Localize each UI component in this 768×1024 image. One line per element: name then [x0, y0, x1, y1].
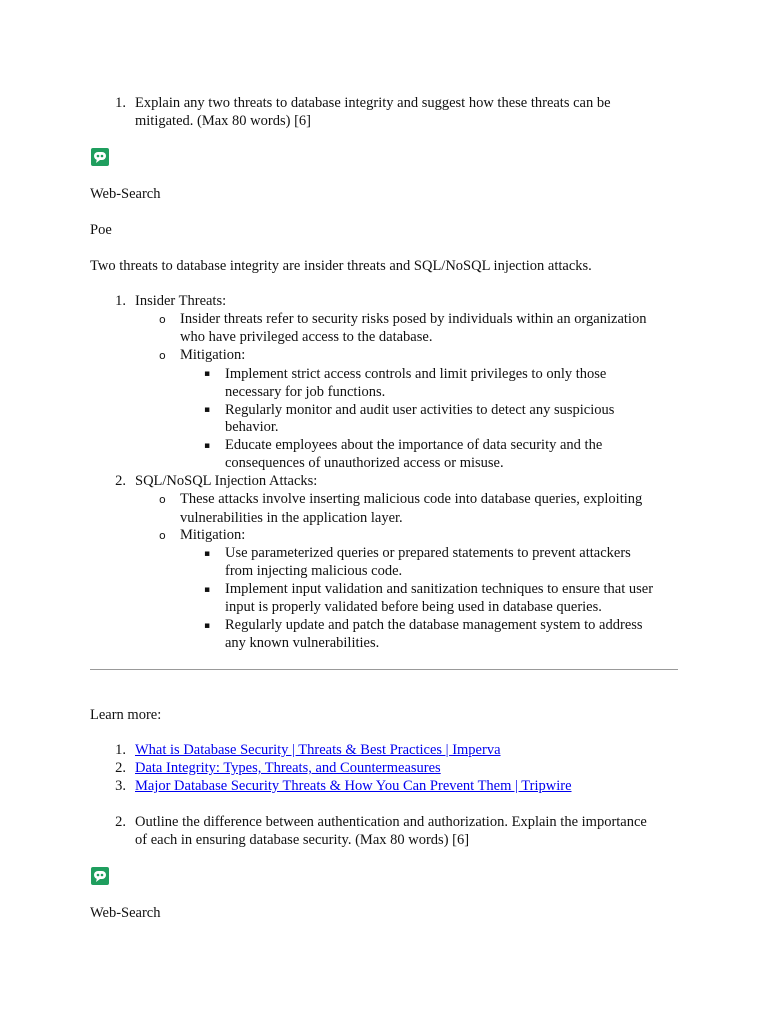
question-2-line-1: Outline the difference between authentication and authorization. Explain the importance: [135, 814, 647, 830]
circle-bullet: o: [159, 313, 166, 326]
threat-1-title: Insider Threats:: [135, 293, 227, 309]
threat-2-mitigation-3-line-1: Regularly update and patch the database management system to address: [225, 617, 643, 633]
threat-1-desc-line-2: who have privileged access to the database.: [180, 329, 433, 345]
threat-2-mitigation-3-line-2: any known vulnerabilities.: [225, 635, 380, 651]
square-bullet: ▪: [204, 549, 211, 559]
threat-1-mitigation-1-line-1: Implement strict access controls and limit privileges to only those: [225, 366, 607, 382]
threat-2-mitigation-2-line-1: Implement input validation and sanitization techniques to ensure that user: [225, 581, 654, 597]
square-bullet: ▪: [204, 441, 211, 451]
threat-1-mitigation-2-line-2: behavior.: [225, 419, 279, 435]
learn-more-2-number: 2.: [115, 760, 126, 776]
question-2-line-2: of each in ensuring database security. (Max 80 words) [6]: [135, 832, 470, 848]
circle-bullet: o: [159, 349, 166, 362]
poe-label: Poe: [90, 222, 112, 238]
circle-bullet: o: [159, 493, 166, 506]
learn-more-label: Learn more:: [90, 707, 162, 723]
square-bullet: ▪: [204, 585, 211, 595]
threat-2-desc-line-1: These attacks involve inserting malicious code into database queries, exploiting: [180, 491, 643, 507]
threat-1-number: 1.: [115, 293, 126, 309]
horizontal-divider: [90, 669, 678, 670]
threat-2-mitigation-1-line-1: Use parameterized queries or prepared statements to prevent attackers: [225, 545, 631, 561]
learn-more-link-tripwire[interactable]: Major Database Security Threats & How You Can Prevent Them | Tripwire: [135, 778, 572, 794]
chat-bot-icon: [91, 148, 109, 166]
threat-1-mitigation-2-line-1: Regularly monitor and audit user activities to detect any suspicious: [225, 402, 615, 418]
chat-bot-icon: [91, 867, 109, 885]
question-2-number: 2.: [115, 814, 126, 830]
threat-2-mitigation-2-line-2: input is properly validated before being used in database queries.: [225, 599, 602, 615]
threat-2-mitigation-label: Mitigation:: [180, 527, 246, 543]
question-1-line-2: mitigated. (Max 80 words) [6]: [135, 113, 311, 129]
threat-2-number: 2.: [115, 473, 126, 489]
square-bullet: ▪: [204, 369, 211, 379]
learn-more-3-number: 3.: [115, 778, 126, 794]
question-1-line-1: Explain any two threats to database integrity and suggest how these threats can be: [135, 95, 611, 111]
learn-more-link-imperva[interactable]: What is Database Security | Threats & Best Practices | Imperva: [135, 742, 501, 758]
threat-1-mitigation-3-line-1: Educate employees about the importance of data security and the: [225, 437, 603, 453]
intro-paragraph: Two threats to database integrity are insider threats and SQL/NoSQL injection attacks.: [90, 258, 592, 274]
threat-1-mitigation-1-line-2: necessary for job functions.: [225, 384, 386, 400]
threat-1-mitigation-3-line-2: consequences of unauthorized access or misuse.: [225, 455, 504, 471]
threat-1-mitigation-label: Mitigation:: [180, 347, 246, 363]
square-bullet: ▪: [204, 621, 211, 631]
threat-2-desc-line-2: vulnerabilities in the application layer.: [180, 510, 403, 526]
learn-more-link-data-integrity[interactable]: Data Integrity: Types, Threats, and Countermeasures: [135, 760, 441, 776]
threat-1-desc-line-1: Insider threats refer to security risks posed by individuals within an organization: [180, 311, 647, 327]
learn-more-1-number: 1.: [115, 742, 126, 758]
web-search-label-1: Web-Search: [90, 186, 161, 202]
question-1-number: 1.: [115, 95, 126, 111]
circle-bullet: o: [159, 529, 166, 542]
square-bullet: ▪: [204, 405, 211, 415]
threat-2-mitigation-1-line-2: from injecting malicious code.: [225, 563, 403, 579]
web-search-label-2: Web-Search: [90, 905, 161, 921]
threat-2-title: SQL/NoSQL Injection Attacks:: [135, 473, 318, 489]
